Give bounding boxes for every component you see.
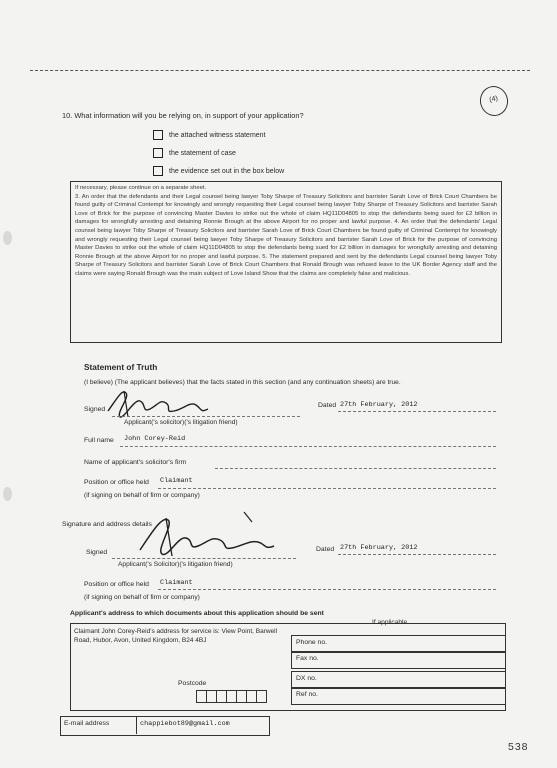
checkbox[interactable] xyxy=(153,148,163,158)
signature-caption-2: Applicant('s Solicitor)('s litigation friend) xyxy=(118,561,233,568)
page-number: 538 xyxy=(508,741,529,753)
evidence-text: 3. An order that the defendants and their Legal counsel being lawyer Toby Sharpe of Treasury Solicitors and barrister Sarah Love of Brick Court Chambers be found guilty of Criminal Contempt for knowingly and wrongly requesting their Legal counsel being lawyer Toby Sharpe of Treasury Solicitors and barrister Sarah Love of Brick for the purpose of convincing Master Davies to strike out the whole of claim HQ11D04805 to stop the defendants being sued for £2 billion in damages for wrongfully arresting and detaining Ronnie Brough at the above Airport for no proper and lawful purpose. 4. An order that the defendants' Legal counsel being lawyer Toby Sharpe of Treasury Solicitors and barrister Sarah Love of Brick Court Chambers be found guilty of Criminal Contempt for knowingly and wrongly requesting their Legal counsel being lawyer Toby Sharpe of Treasury Solicitors and barrister Sarah Love of Brick for the purpose of convincing Master Davies to strike out the whole of claim HQ11D04805 to stop the defendants being sued for £2 billion in damages for wrongfully arresting and detaining Ronnie Brough at the above Airport for no proper and lawful purpose. 5. The statement prepared and sent by the defendants Legal counsel being lawyer Toby Sharpe of Treasury Solicitors and barrister Sarah Love of Brick Court Chambers that Ronald Brough was refused leave to the UK Border Agency staff and the claims were saying Ronald Brough was the main subject of Love Island Show that the claims are completely false and malicious. xyxy=(75,193,497,277)
full-name-value: John Corey-Reid xyxy=(124,435,186,443)
postcode-label: Postcode xyxy=(178,680,207,687)
belief-statement: (I believe) (The applicant believes) that the facts stated in this section (and any continuation sheets) are true. xyxy=(84,379,401,386)
solicitor-firm-label: Name of applicant's solicitor's firm xyxy=(84,459,187,466)
if-applicable-label: If applicable xyxy=(372,619,408,626)
postcode-boxes[interactable] xyxy=(196,690,266,708)
position-note-2: (if signing on behalf of firm or company) xyxy=(84,594,200,601)
position-value-2: Claimant xyxy=(160,579,193,587)
ref-row[interactable] xyxy=(291,687,505,705)
fax-label: Fax no. xyxy=(296,655,319,662)
position-value-1: Claimant xyxy=(160,477,193,485)
question-10-label: 10. What information will you be relying on, in support of your application? xyxy=(62,111,304,120)
signature-2 xyxy=(132,510,280,560)
circled-page-mark: (4) xyxy=(477,83,511,118)
dated-label-2: Dated xyxy=(316,546,335,553)
address-section-heading: Applicant's address to which documents about this application should be sent xyxy=(70,610,324,617)
signature-caption-1: Applicant('s solicitor)('s litigation friend) xyxy=(124,419,238,426)
solicitor-firm-line xyxy=(215,468,496,469)
dated-line-2 xyxy=(338,554,496,555)
signature-line-1 xyxy=(112,416,300,417)
email-value: chappiebot89@gmail.com xyxy=(140,720,230,728)
address-text: Claimant John Corey-Reid's address for service is: View Point, Barwell Road, Hubor, Avon, United Kingdom, B24 4BJ xyxy=(74,628,278,644)
fax-row[interactable] xyxy=(291,651,505,669)
option-evidence-below[interactable]: the evidence set out in the box below xyxy=(153,166,284,176)
signed-label-2: Signed xyxy=(86,549,108,556)
top-divider xyxy=(30,70,530,71)
email-divider xyxy=(136,716,137,734)
signature-details-heading: Signature and address details xyxy=(62,521,152,528)
dated-line-1 xyxy=(338,411,496,412)
statement-of-truth-title: Statement of Truth xyxy=(84,362,158,372)
dated-value-2: 27th February, 2012 xyxy=(340,544,418,552)
dated-label-1: Dated xyxy=(318,402,337,409)
full-name-label: Full name xyxy=(84,437,114,444)
position-label-2: Position or office held xyxy=(84,581,149,588)
phone-label: Phone no. xyxy=(296,639,327,646)
position-label-1: Position or office held xyxy=(84,479,149,486)
punch-hole-bottom xyxy=(3,487,12,501)
checkbox[interactable] xyxy=(153,130,163,140)
position-line-1 xyxy=(158,488,496,489)
evidence-box[interactable] xyxy=(70,181,502,343)
ref-label: Ref no. xyxy=(296,691,318,698)
email-label: E-mail address xyxy=(64,720,110,727)
evidence-note: If necessary, please continue on a separate sheet. xyxy=(75,185,207,191)
checkbox[interactable] xyxy=(153,166,163,176)
signature-line-2 xyxy=(112,558,296,559)
signed-label-1: Signed xyxy=(84,406,106,413)
option-witness-statement[interactable]: the attached witness statement xyxy=(153,130,266,140)
option-statement-of-case[interactable]: the statement of case xyxy=(153,148,236,158)
dx-label: DX no. xyxy=(296,675,317,682)
full-name-line xyxy=(120,446,496,447)
punch-hole-top xyxy=(3,231,12,245)
position-line-2 xyxy=(158,589,496,590)
position-note-1: (if signing on behalf of firm or company) xyxy=(84,492,200,499)
dated-value-1: 27th February, 2012 xyxy=(340,401,418,409)
